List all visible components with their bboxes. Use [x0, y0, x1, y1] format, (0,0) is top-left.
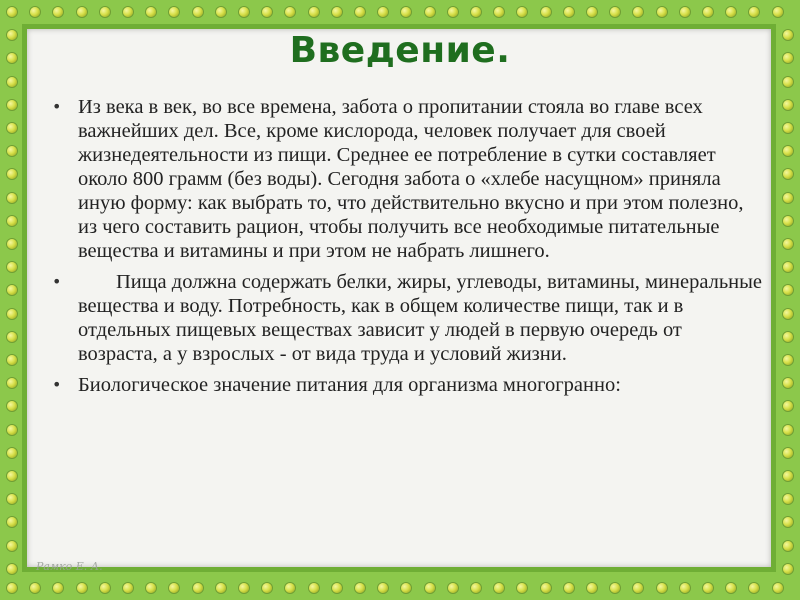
decorative-dot: [783, 193, 793, 203]
decorative-dot: [7, 541, 17, 551]
decorative-dot: [517, 7, 527, 17]
bullet-item: [50, 95, 765, 263]
bullet-icon: •: [52, 272, 62, 291]
decorative-dot: [7, 332, 17, 342]
decorative-dot: [7, 401, 17, 411]
decorative-dot: [309, 7, 319, 17]
bullet-text: Биологическое значение питания для организма многогранно:: [78, 374, 621, 396]
decorative-dot: [146, 583, 156, 593]
decorative-dot: [378, 583, 388, 593]
decorative-dot: [783, 471, 793, 481]
decorative-dot: [773, 7, 783, 17]
decorative-dot: [783, 285, 793, 295]
slide-title: Введение.: [289, 30, 511, 71]
decorative-dot: [285, 583, 295, 593]
decorative-dot: [332, 583, 342, 593]
decorative-dot: [7, 239, 17, 249]
decorative-dot: [471, 583, 481, 593]
decorative-dot: [239, 583, 249, 593]
bullet-icon: •: [52, 375, 62, 394]
decorative-dot: [726, 7, 736, 17]
decorative-dot: [703, 7, 713, 17]
decorative-dot: [7, 564, 17, 574]
decorative-dot: [783, 169, 793, 179]
bullet-text: Из века в век, во все времена, забота о пропитании стояла во главе всех важнейших дел. Все, кроме кислорода, человек получает для своей жизнедеятельности из пищи. Среднее ее потребление в сутки составляет около 800 грамм (без воды). Сегодня забота о «хлебе насущном» приняла иную форму: как выбрать то, что действительно вкусно и при этом полезно, из чего составить рацион, чтобы получить все необходимые питательные вещества и витамины и при этом не набрать лишнего.: [78, 96, 744, 262]
decorative-dot: [7, 262, 17, 272]
decorative-dot: [633, 7, 643, 17]
decorative-dot: [783, 401, 793, 411]
decorative-dot: [783, 564, 793, 574]
decorative-dot: [703, 583, 713, 593]
decorative-dot: [7, 285, 17, 295]
decorative-dot: [749, 583, 759, 593]
decorative-dot: [53, 583, 63, 593]
decorative-dot: [7, 425, 17, 435]
decorative-dot: [657, 583, 667, 593]
decorative-dot: [783, 494, 793, 504]
decorative-dot: [7, 378, 17, 388]
decorative-dot: [448, 7, 458, 17]
decorative-dot: [123, 583, 133, 593]
decorative-dot: [783, 425, 793, 435]
bullet-icon: •: [52, 97, 62, 116]
decorative-dot: [30, 7, 40, 17]
decorative-dot: [7, 583, 17, 593]
decorative-dot: [783, 216, 793, 226]
decorative-dot: [610, 7, 620, 17]
decorative-dot: [53, 7, 63, 17]
decorative-dot: [7, 7, 17, 17]
decorative-dot: [541, 583, 551, 593]
decorative-dot: [773, 583, 783, 593]
decorative-dot: [517, 583, 527, 593]
decorative-dot: [216, 583, 226, 593]
bullet-text: Пища должна содержать белки, жиры, углеводы, витамины, минеральные вещества и воду. Потребность, как в общем количестве пищи, так и в отдельных пищевых веществах зависит у людей в первую очередь от возраста, а у взрослых - от вида труда и условий жизни.: [78, 271, 763, 365]
decorative-dot: [169, 583, 179, 593]
decorative-dot: [425, 583, 435, 593]
decorative-dot: [100, 583, 110, 593]
decorative-dot: [7, 494, 17, 504]
decorative-dot: [7, 355, 17, 365]
decorative-dot: [783, 123, 793, 133]
decorative-dot: [494, 583, 504, 593]
decorative-dot: [7, 77, 17, 87]
decorative-dot: [7, 100, 17, 110]
decorative-dot: [7, 123, 17, 133]
decorative-dot: [401, 583, 411, 593]
decorative-dot: [169, 7, 179, 17]
decorative-dot: [494, 7, 504, 17]
decorative-dot: [7, 193, 17, 203]
decorative-dot: [401, 7, 411, 17]
decorative-dot: [783, 100, 793, 110]
decorative-dot: [587, 7, 597, 17]
decorative-dot: [77, 7, 87, 17]
decorative-dot: [471, 7, 481, 17]
decorative-dot: [680, 7, 690, 17]
decorative-dot: [309, 583, 319, 593]
decorative-dot: [7, 146, 17, 156]
decorative-dot: [680, 583, 690, 593]
decorative-dot: [783, 378, 793, 388]
decorative-dot: [749, 7, 759, 17]
decorative-dot: [633, 583, 643, 593]
decorative-dot: [783, 541, 793, 551]
decorative-dot: [378, 7, 388, 17]
decorative-dot: [7, 448, 17, 458]
decorative-dot: [425, 7, 435, 17]
decorative-dot: [783, 77, 793, 87]
decorative-dot: [355, 583, 365, 593]
decorative-dot: [7, 216, 17, 226]
decorative-dot: [783, 309, 793, 319]
decorative-dot: [783, 146, 793, 156]
decorative-dot: [541, 7, 551, 17]
decorative-dot: [783, 355, 793, 365]
decorative-dot: [30, 583, 40, 593]
decorative-dot: [262, 583, 272, 593]
decorative-dot: [355, 7, 365, 17]
decorative-dot: [587, 583, 597, 593]
decorative-dot: [726, 583, 736, 593]
bullet-item: [50, 373, 765, 397]
decorative-dot: [7, 309, 17, 319]
decorative-dot: [7, 169, 17, 179]
decorative-dot: [610, 583, 620, 593]
decorative-dot: [216, 7, 226, 17]
decorative-dot: [332, 7, 342, 17]
decorative-dot: [783, 448, 793, 458]
bullet-list: [50, 95, 765, 404]
decorative-dot: [77, 583, 87, 593]
decorative-dot: [7, 517, 17, 527]
decorative-dot: [448, 583, 458, 593]
decorative-dot: [100, 7, 110, 17]
decorative-dot: [146, 7, 156, 17]
decorative-dot: [783, 332, 793, 342]
decorative-dot: [564, 7, 574, 17]
decorative-dot: [783, 517, 793, 527]
bullet-item: [50, 270, 765, 366]
decorative-dot: [783, 239, 793, 249]
decorative-dot: [783, 262, 793, 272]
decorative-dot: [657, 7, 667, 17]
decorative-dot: [7, 471, 17, 481]
decorative-dot: [285, 7, 295, 17]
decorative-dot: [239, 7, 249, 17]
decorative-dot: [193, 583, 203, 593]
decorative-dot: [564, 583, 574, 593]
decorative-dot: [123, 7, 133, 17]
author-signature: Рамко Е. А.: [36, 560, 103, 573]
decorative-dot: [193, 7, 203, 17]
decorative-dot: [262, 7, 272, 17]
